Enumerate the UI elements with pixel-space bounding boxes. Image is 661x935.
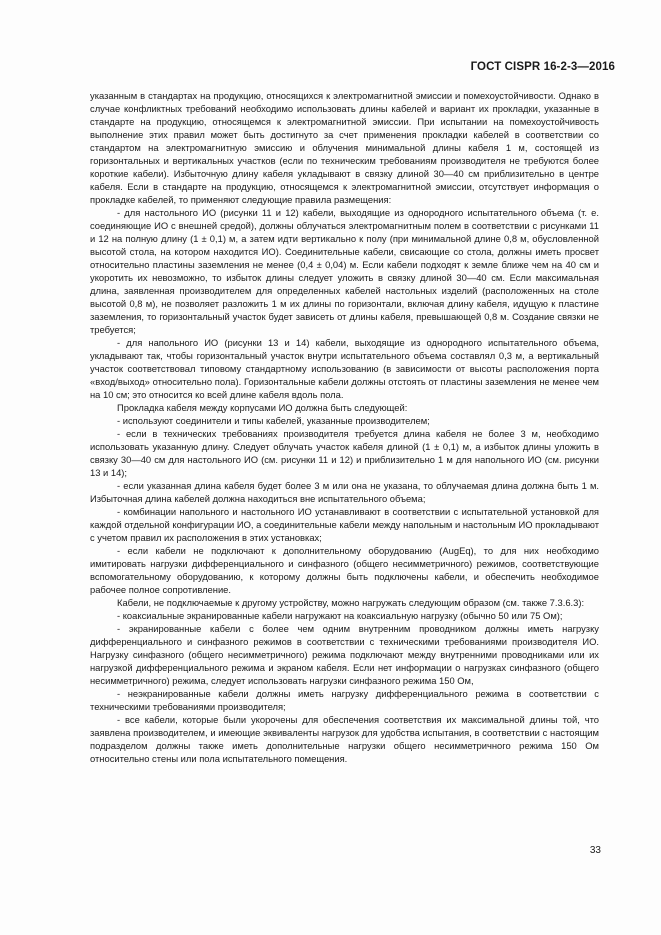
paragraph: - неэкранированные кабели должны иметь нагрузку дифференциального режима в соответствии с техническими требованиями производителя; [90,688,599,712]
body-text [90,89,599,765]
paragraph: - если указанная длина кабеля будет более 3 м или она не указана, то облучаемая длина должна быть 1 м. Избыточная длина кабелей должна находиться вне испытательного объема; [90,480,599,504]
paragraph: - используют соединители и типы кабелей, указанные производителем; [117,415,430,426]
page-number: 33 [589,845,601,856]
paragraph: - все кабели, которые были укорочены для обеспечения соответствия их максимальной длины той, что заявлена производителем, и имеющие эквиваленты нагрузок для удобства испытания, в соответствии с настоящим подразделом должны также иметь дополнительные нагрузки общего несимметричного режима 150 Ом относительно стены или пола испытательного помещения. [90,714,599,764]
paragraph: Кабели, не подключаемые к другому устройству, можно нагружать следующим образом (см. также 7.3.6.3): [117,597,585,608]
paragraph: - для напольного ИО (рисунки 13 и 14) кабели, выходящие из однородного испытательного объема, укладывают так, чтобы горизонтальный участок внутри испытательного объема составлял 0,3 м, а вертикальный участок соответствовал типовому стандартному использованию (в зависимости от высоты расположения порта «вход/выход» относительно пола). Горизонтальные кабели должны отстоять от пластины заземления не менее чем на 10 см; это относится ко всей длине кабеля вдоль пола. [90,337,599,400]
paragraph: - если кабели не подключают к дополнительному оборудованию (AugEq), то для них необходимо имитировать нагрузки дифференциального и синфазного (общего несимметричного) режимов, соответствующие вспомогательному оборудованию, к которому должны быть подключены кабели, и обеспечить необходимое рабочее полное сопротивление. [90,545,599,595]
standard-header: ГОСТ CISPR 16-2-3—2016 [470,61,615,73]
paragraph: - если в технических требованиях производителя требуется длина кабеля не более 3 м, необходимо использовать указанную длину. Следует облучать участок кабеля длиной (1 ± 0,1) м, а избыток длины уложить в связку 30—40 см для настольного ИО (см. рисунки 11 и 12) и приблизительно 1 м для напольного ИО (см. рисунки 13 и 14); [90,428,599,478]
paragraph: - экранированные кабели с более чем одним внутренним проводником должны иметь нагрузку дифференциального и синфазного режимов в соответствии с техническими требованиями производителя ИО. Нагрузку синфазного (общего несимметричного) режима подключают между внутренними проводниками или их нагрузкой дифференциального режима и экраном кабеля. Если нет информации о нагрузках синфазного (общего несимметричного) режима, следует использовать нагрузки синфазного режима 150 Ом, [90,623,599,686]
paragraph: Прокладка кабеля между корпусами ИО должна быть следующей: [117,402,408,413]
paragraph: - комбинации напольного и настольного ИО устанавливают в соответствии с испытательной установкой для каждой отдельной конфигурации ИО, а соединительные кабели между напольным и настольным ИО прокладывают с учетом правил их расположения в этих установках; [90,506,599,543]
paragraph: - для настольного ИО (рисунки 11 и 12) кабели, выходящие из однородного испытательного объема (т. е. соединяющие ИО с внешней средой), должны облучаться электромагнитным полем в соответствии с рисунками 11 и 12 на полную длину (1 ± 0,1) м, а затем идти вертикально к полу (при минимальной длине 0,8 м, обусловленной высотой стола, на котором находится ИО). Соединительные кабели, свисающие со стола, должны иметь просвет относительно пластины заземления не менее (0,4 ± 0,04) м. Если кабели подходят к земле ближе чем на 40 см и укоротить их невозможно, то избыток длины следует уложить в связку длиной 30—40 см. Если максимальная длина, заявленная производителем для определенных кабелей настольных изделий (расположенных на столе высотой 0,8 м), не позволяет разложить 1 м их длины по горизонтали, включая длину кабеля, идущую к пластине заземления, то горизонтальный участок будет зависеть от длины кабеля, превышающей 0,8 м. Создание связки не требуется; [90,207,599,335]
paragraph: - коаксиальные экранированные кабели нагружают на коаксиальную нагрузку (обычно 50 или 75 Ом); [117,610,563,621]
paragraph: указанным в стандартах на продукцию, относящихся к электромагнитной эмиссии и помехоустойчивости. Однако в случае конфликтных требований необходимо использовать длины кабелей и вариант их прокладки, указанные в стандарте на продукцию, относящемся к электромагнитной эмиссии. При испытании на помехоустойчивость выполнение этих правил может быть достигнуто за счет применения прокладки кабелей в соответствии со стандартом на электромагнитную эмиссию и облучения минимальной длины кабеля 1 м, состоящей из горизонтальных и вертикальных участков (если по техническим требованиям производителя не требуются более короткие кабели). Избыточную длину кабеля укладывают в связку длиной 30—40 см приблизительно в центре кабеля. Если в стандарте на продукцию, относящемся к электромагнитной эмиссии, отсутствует информация о прокладке кабелей, то применяют следующие правила размещения: [90,90,599,205]
